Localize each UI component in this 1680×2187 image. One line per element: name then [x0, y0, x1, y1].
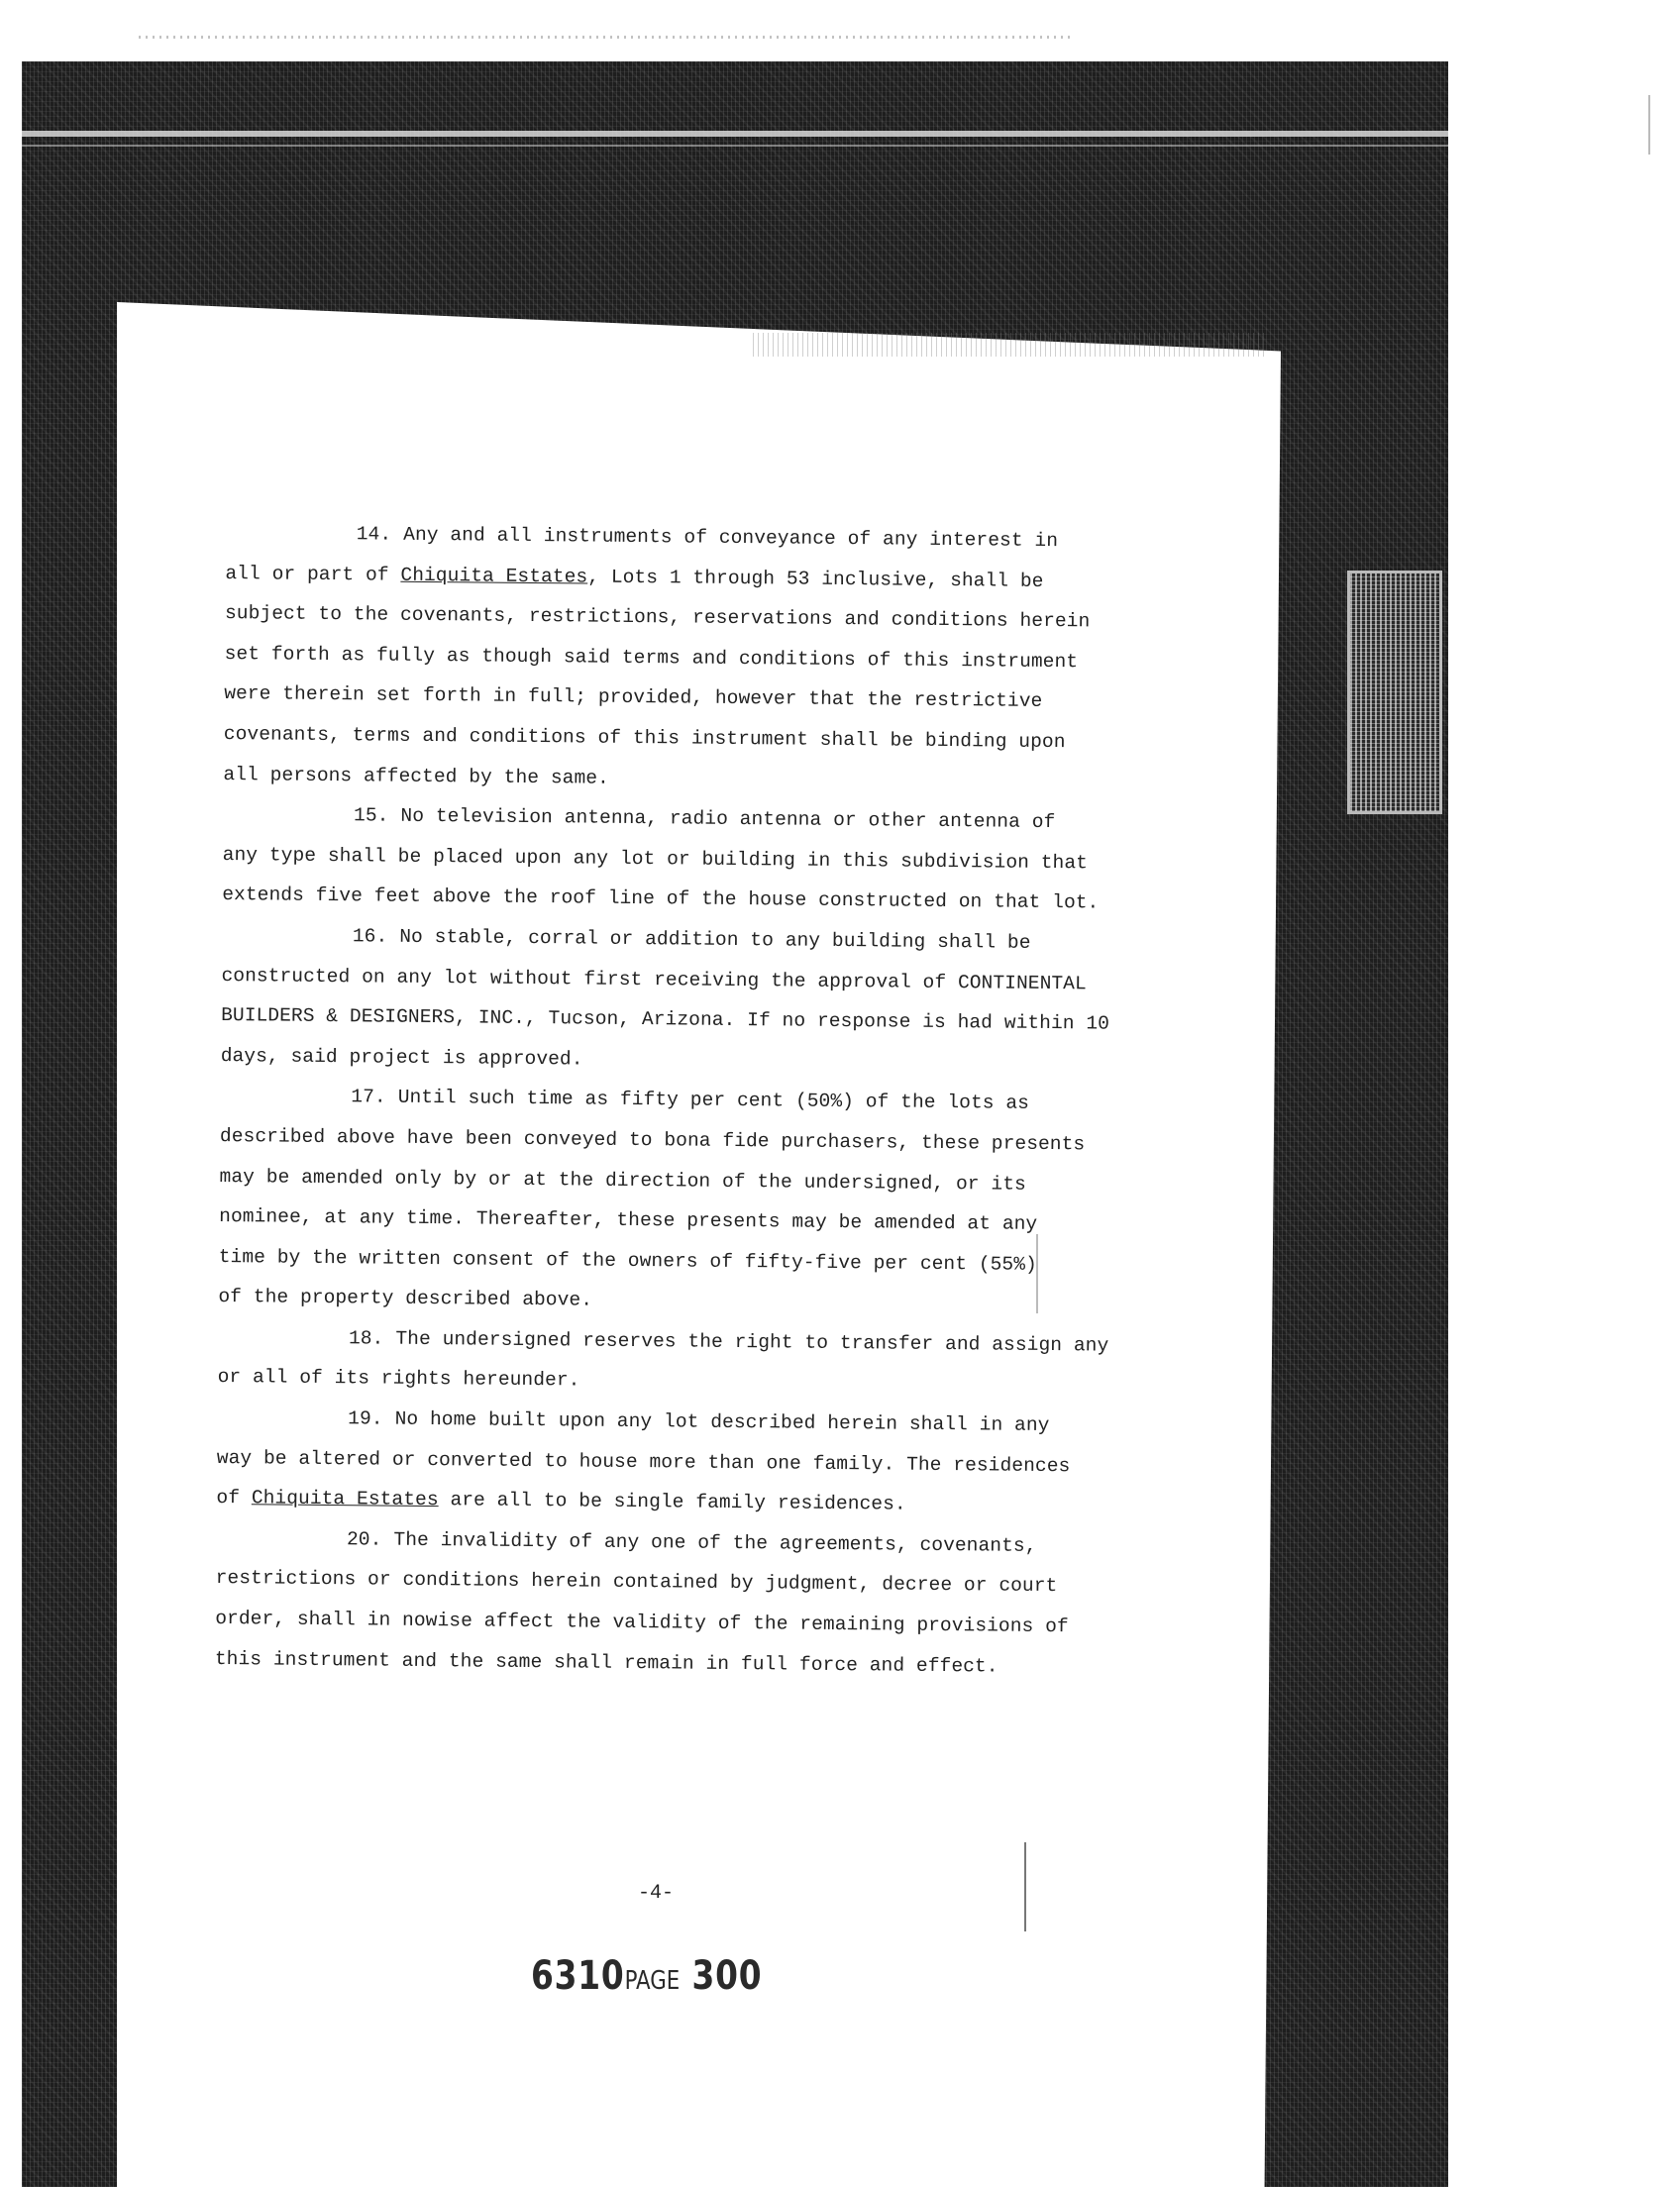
margin-mark	[1648, 95, 1650, 155]
paragraph-18	[217, 1317, 1139, 1406]
document-body	[215, 513, 1147, 1688]
text-line: all persons affected by the same.	[223, 763, 610, 789]
text-line: covenants, terms and conditions of this instrument shall be binding upon	[223, 722, 1066, 754]
text-line: of the property described above.	[218, 1286, 593, 1311]
paragraph-number: 19.	[348, 1407, 383, 1430]
text-line: days, said project is approved.	[220, 1044, 583, 1071]
text-line: The invalidity of any one of the agreements, covenants,	[393, 1528, 1037, 1557]
text-line: any type shall be placed upon any lot or building in this subdivision that	[222, 843, 1089, 875]
text-line: way be altered or converted to house more than one family. The residences	[216, 1446, 1071, 1477]
text-line: order, shall in nowise affect the validity of the remaining provisions of	[215, 1607, 1069, 1638]
text-line: No stable, corral or addition to any building shall be	[399, 925, 1031, 954]
recording-stamp	[531, 1953, 762, 1999]
scan-streak	[22, 145, 1448, 147]
paragraph-number: 14.	[356, 523, 392, 546]
text-line: The undersigned reserves the right to transfer and assign any	[395, 1327, 1109, 1357]
text-line: time by the written consent of the owners of fifty-five per cent (55%)	[218, 1245, 1038, 1276]
scan-streak	[22, 131, 1448, 137]
paragraph-17	[218, 1076, 1141, 1325]
paragraph-14: 14. Any and all instruments of conveyance of any interest in all or part of Chiquita Estates, Lots 1 through 53 inclusive, shall be subject to the covenants, restrictions, reservations and conditions herein set forth as fully as though said terms and conditions of this instrument were therein set forth in full; provided, however that the restrictive covenants, terms and conditions of this instrument shall be binding upon all persons affected by the same.	[223, 513, 1147, 803]
text-line: BUILDERS & DESIGNERS, INC., Tucson, Arizona. If no response is had within 10	[221, 1004, 1110, 1035]
text-line: No home built upon any lot described herein shall in any	[394, 1407, 1050, 1437]
staple-tab	[1347, 571, 1442, 814]
paragraph-number: 15.	[353, 804, 389, 827]
text-line: restrictions or conditions herein contained by judgment, decree or court	[215, 1567, 1058, 1598]
margin-mark	[1024, 1842, 1026, 1931]
text-line: nominee, at any time. Thereafter, these presents may be amended at any	[219, 1205, 1038, 1235]
text-line: described above have been conveyed to bona fide purchasers, these presents	[219, 1124, 1086, 1156]
paragraph-16	[221, 915, 1144, 1085]
text-line: subject to the covenants, restrictions, reservations and conditions herein	[224, 602, 1091, 633]
subdivision-name: Chiquita Estates	[400, 564, 588, 588]
scan-noise	[139, 36, 1070, 39]
text-line: No television antenna, radio antenna or other antenna of	[400, 804, 1056, 834]
page-label: PAGE	[624, 1966, 681, 1996]
text-line: extends five feet above the roof line of the house constructed on that lot.	[222, 884, 1100, 914]
page-number: -4-	[638, 1882, 675, 1905]
paragraph-number: 18.	[348, 1327, 384, 1350]
paragraph-20	[215, 1518, 1138, 1688]
text-line: constructed on any lot without first receiving the approval of CONTINENTAL	[221, 964, 1087, 994]
text-line: may be amended only by or at the direction of the undersigned, or its	[219, 1165, 1026, 1196]
text-line: or all of its rights hereunder.	[217, 1366, 580, 1392]
subdivision-name: Chiquita Estates	[251, 1487, 439, 1511]
text-line: Any and all instruments of conveyance of any interest in	[403, 523, 1059, 553]
sheet-edge-noise	[753, 333, 1268, 357]
paragraph-number: 17.	[351, 1086, 386, 1108]
text-line: this instrument and the same shall remain in full force and effect.	[214, 1647, 998, 1678]
paragraph-number: 16.	[352, 925, 388, 948]
paragraph-19: 19. No home built upon any lot described herein shall in any way be altered or converted to house more than one family. The residences of Chiquita Estates are all to be single family residences.	[216, 1398, 1138, 1527]
text-line: Until such time as fifty per cent (50%) of the lots as	[397, 1087, 1030, 1115]
book-number: 6310	[531, 1953, 625, 1999]
text-line: were therein set forth in full; provided, however that the restrictive	[224, 682, 1043, 713]
text-line: set forth as fully as though said terms and conditions of this instrument	[224, 642, 1079, 674]
paragraph-15	[222, 794, 1144, 924]
recorded-page: 300	[691, 1953, 763, 1999]
paragraph-number: 20.	[346, 1528, 382, 1551]
